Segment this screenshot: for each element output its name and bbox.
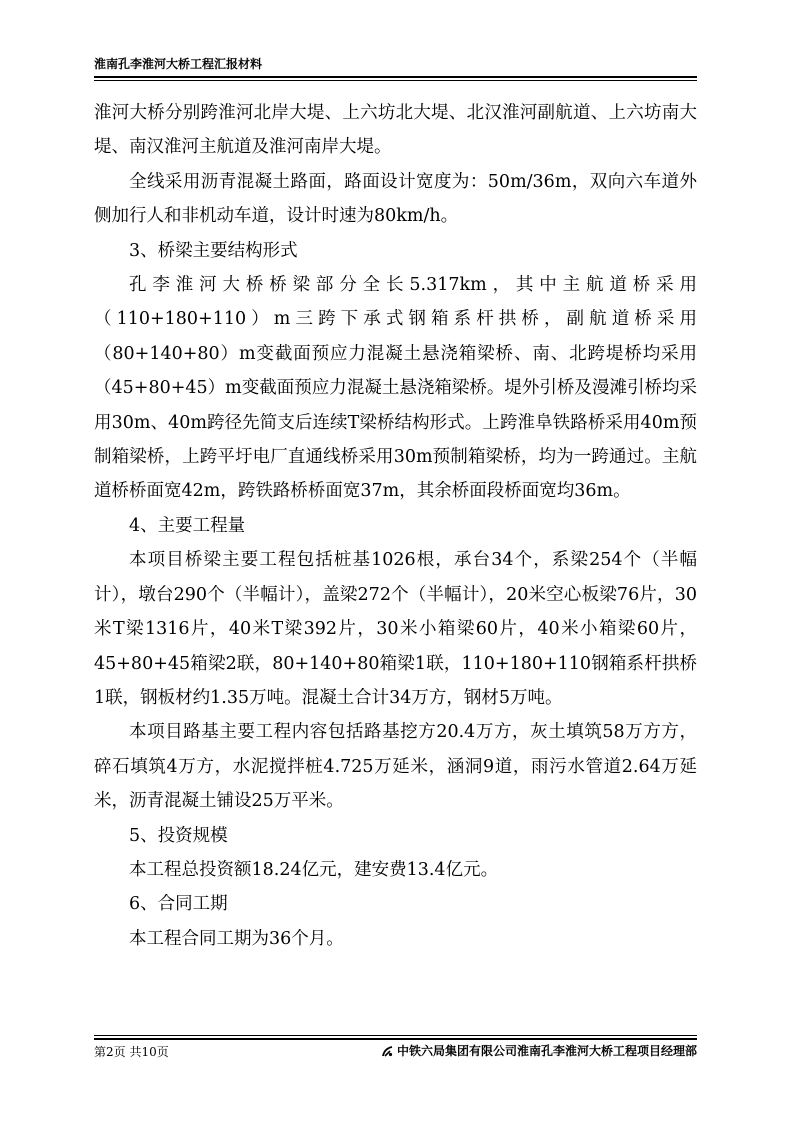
section-heading-structure: 3、桥梁主要结构形式	[129, 240, 298, 261]
paragraph-investment: 本工程总投资额18.24亿元，建安费13.4亿元。	[129, 859, 499, 880]
document-body	[94, 96, 697, 956]
crec-logo-icon	[381, 1045, 394, 1058]
footer-rule-thick	[94, 1038, 697, 1040]
paragraph-roadbed-quantities: 本项目路基主要工程内容包括路基挖方20.4万方，灰土填筑58万方方，碎石填筑4万方，水泥搅拌桩4.725万延米，涵洞9道，雨污水管道2.64万延米，沥青混凝土铺设25万平米。	[94, 722, 697, 812]
section-heading-schedule: 6、合同工期	[129, 894, 228, 915]
section-heading-investment: 5、投资规模	[129, 825, 228, 846]
running-header-title: 淮南孔李淮河大桥工程汇报材料	[94, 57, 263, 71]
footer-organization	[381, 1044, 697, 1058]
paragraph-pavement: 全线采用沥青混凝土路面，路面设计宽度为：50m/36m，双向六车道外侧加行人和非机动车道，设计时速为80km/h。	[94, 171, 697, 227]
header-rule-thin	[94, 80, 697, 81]
paragraph-bridge-quantities: 本项目桥梁主要工程包括桩基1026根，承台34个，系梁254个（半幅计），墩台290个（半幅计），盖梁272个（半幅计），20米空心板梁76片，30米T梁1316片，40米T梁392片，30米小箱梁60片，40米小箱梁60片，45+80+45箱梁2联，80+140+80箱梁1联，110+180+110钢箱系杆拱桥1联，钢板材约1.35万吨。混凝土合计34万方，钢材5万吨。	[94, 550, 697, 708]
organization-name: 中铁六局集团有限公司淮南孔李淮河大桥工程项目经理部	[396, 1044, 697, 1058]
section-heading-quantities: 4、主要工程量	[129, 515, 246, 536]
page-number: 第2页 共10页	[94, 1045, 169, 1059]
paragraph-schedule: 本工程合同工期为36个月。	[129, 928, 344, 949]
header-rule-thick	[94, 76, 697, 78]
paragraph-crossings: 淮河大桥分别跨淮河北岸大堤、上六坊北大堤、北汉淮河副航道、上六坊南大堤、南汉淮河主航道及淮河南岸大堤。	[94, 103, 697, 158]
paragraph-structure: 孔李淮河大桥桥梁部分全长5.317km，其中主航道桥采用（110+180+110）m三跨下承式钢箱系杆拱桥，副航道桥采用（80+140+80）m变截面预应力混凝土悬浇箱梁桥、南、北跨堤桥均采用（45+80+45）m变截面预应力混凝土悬浇箱梁桥。堤外引桥及漫滩引桥均采用30m、40m跨径先简支后连续T梁桥结构形式。上跨淮阜铁路桥采用40m预制箱梁桥，上跨平圩电厂直通线桥采用30m预制箱梁桥，均为一跨通过。主航道桥桥面宽42m，跨铁路桥桥面宽37m，其余桥面段桥面宽均36m。	[94, 275, 697, 502]
footer-rule-thin	[94, 1035, 697, 1036]
